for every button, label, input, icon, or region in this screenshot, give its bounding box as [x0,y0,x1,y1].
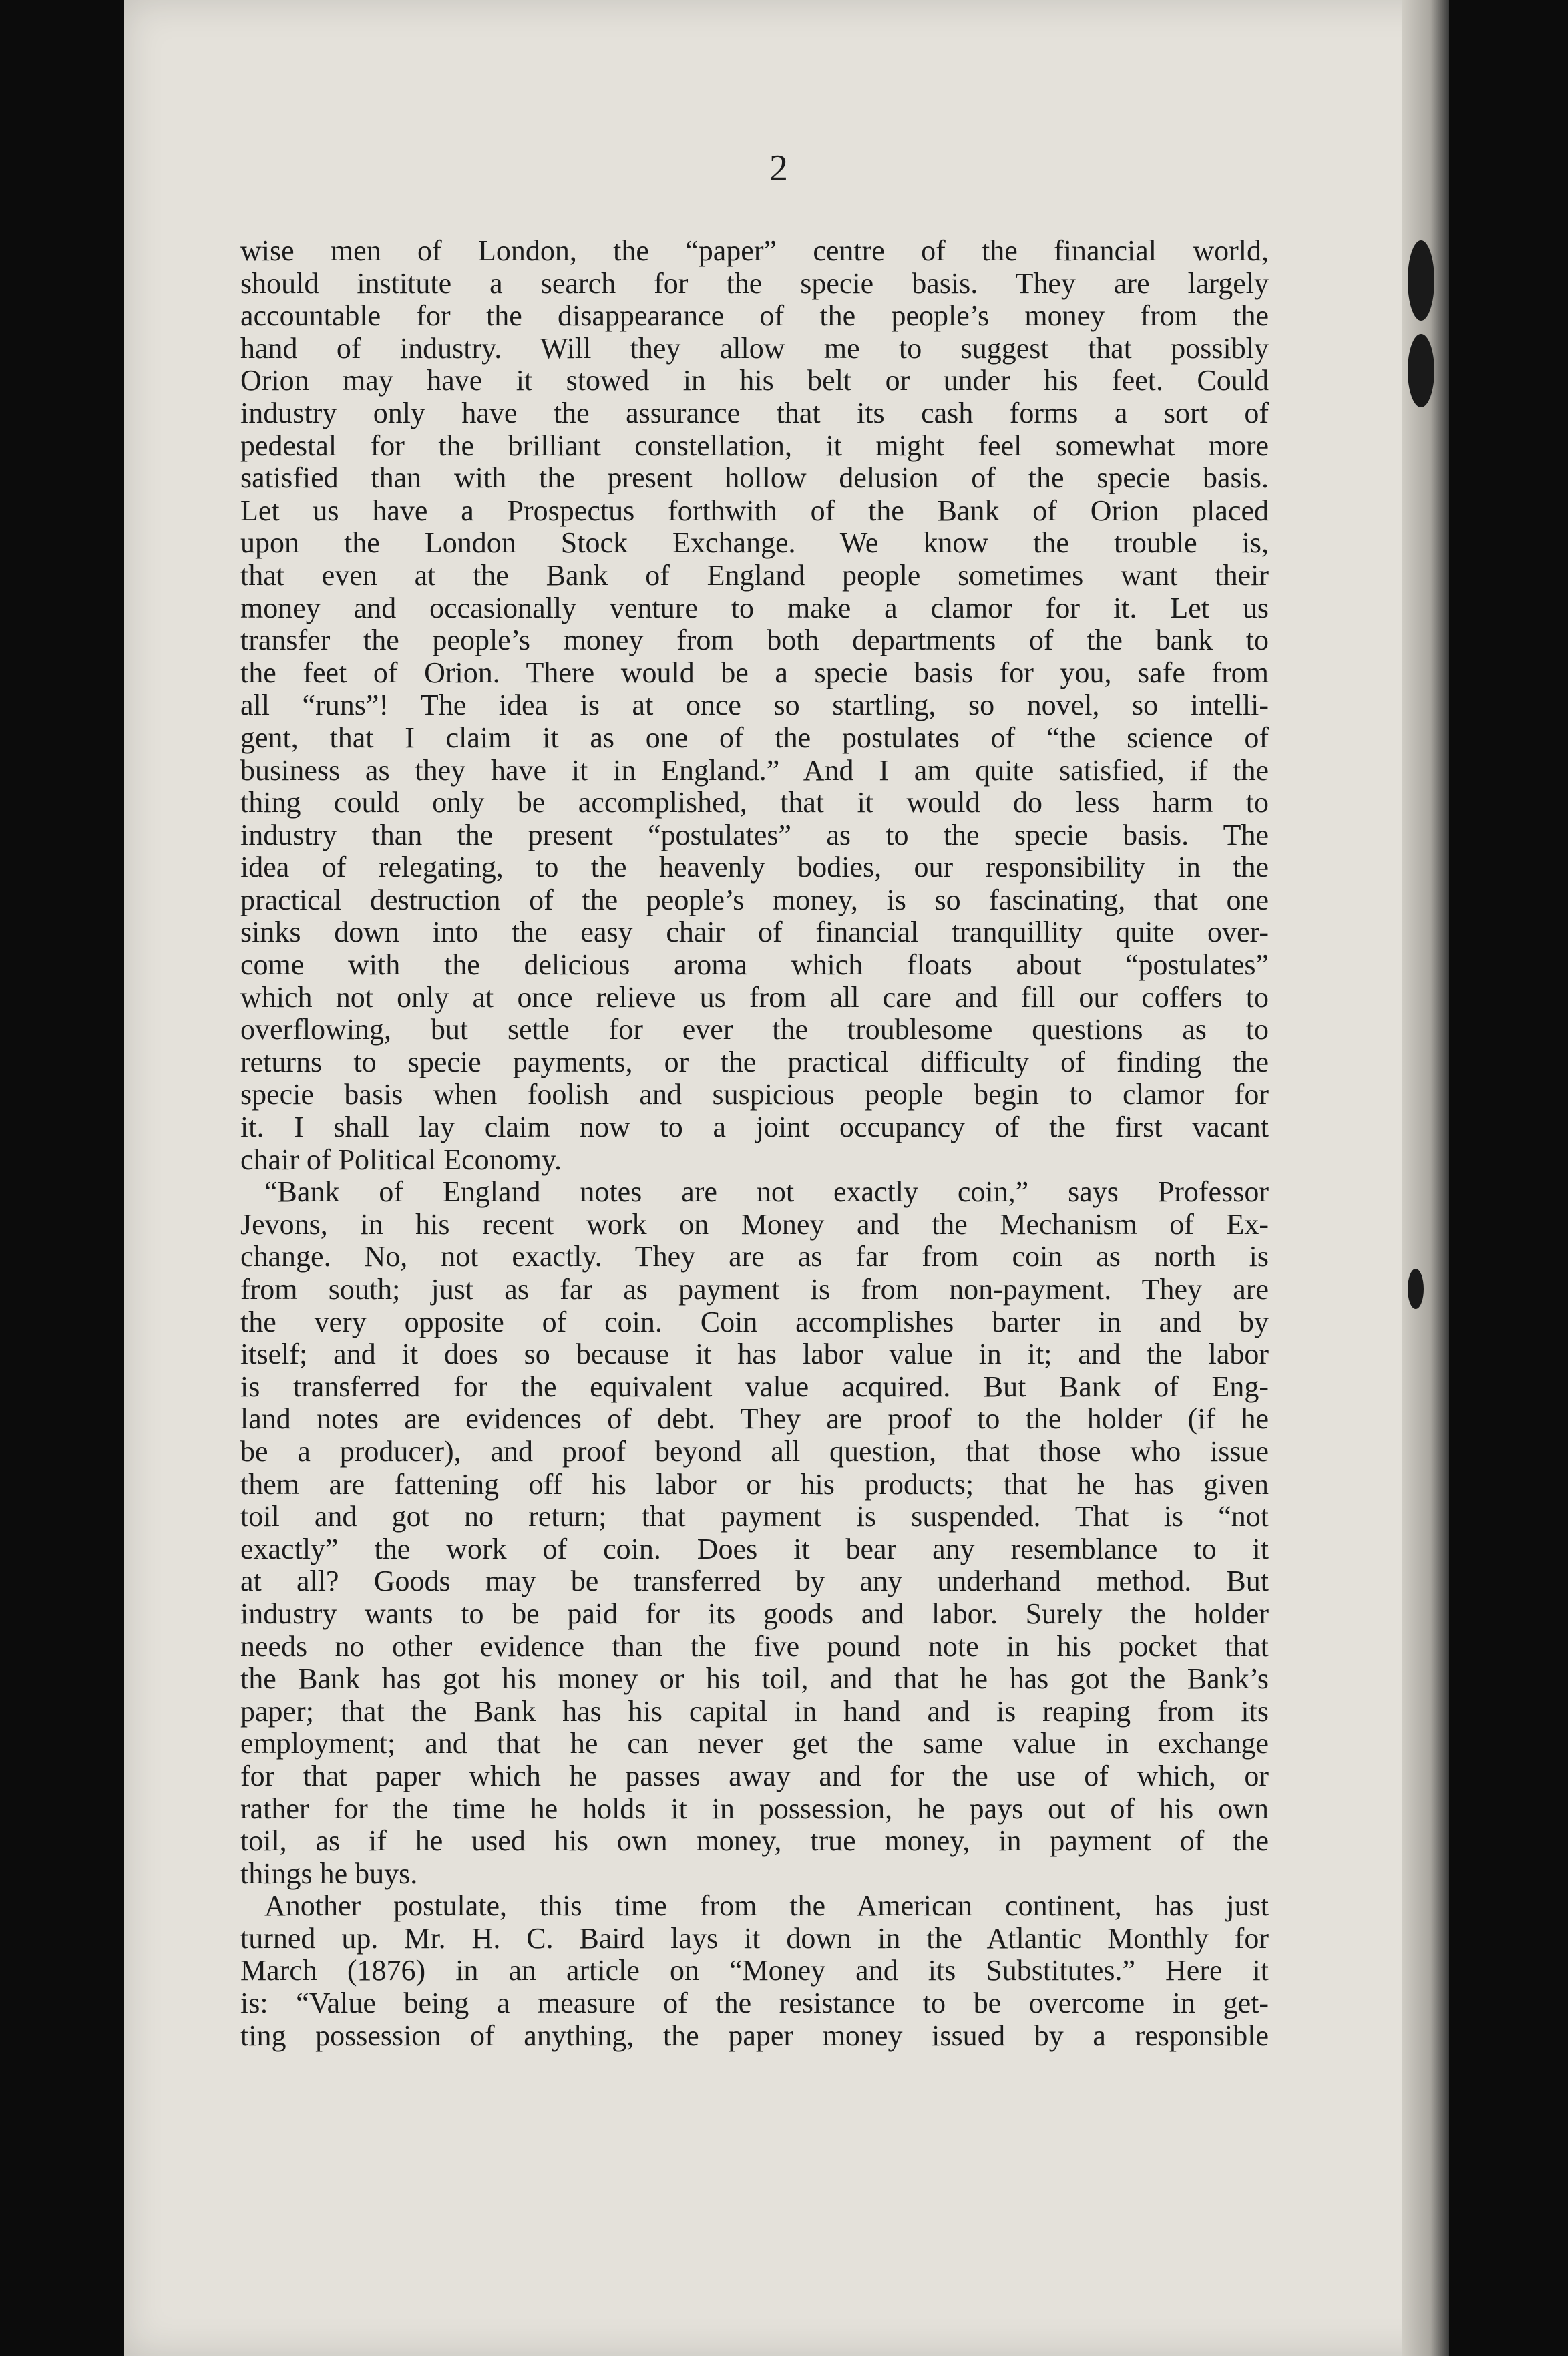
text-line: returns to specie payments, or the practical difficulty of finding the [240,1045,1269,1078]
text-line: pedestal for the brilliant constellation, it might feel somewhat more [240,429,1269,462]
binding-stitch-mark [1408,334,1434,407]
text-line: practical destruction of the people’s money, is so fascinating, that one [240,883,1269,916]
text-line: overflowing, but settle for ever the troublesome questions as to [240,1013,1269,1046]
text-line: come with the delicious aroma which floats about “postulates” [240,948,1269,982]
text-line: March (1876) in an article on “Money and its Substitutes.” Here it [240,1954,1269,1987]
text-line: things he buys. [240,1856,418,1890]
page-number: 2 [769,148,788,189]
text-line: them are fattening off his labor or his products; that he has given [240,1467,1269,1501]
text-line: Let us have a Prospectus forthwith of the Bank of Orion placed [240,494,1269,527]
text-line: change. No, not exactly. They are as far from coin as north is [240,1240,1269,1273]
text-line: paper; that the Bank has his capital in hand and is reaping from its [240,1694,1269,1728]
text-line: should institute a search for the specie basis. They are largely [240,266,1269,300]
text-line: thing could only be accomplished, that it would do less harm to [240,786,1269,819]
text-line: is transferred for the equivalent value acquired. But Bank of Eng- [240,1370,1269,1403]
text-line: land notes are evidences of debt. They are proof to the holder (if he [240,1402,1269,1436]
text-line: accountable for the disappearance of the people’s money from the [240,299,1269,333]
text-line: industry wants to be paid for its goods and labor. Surely the holder [240,1597,1269,1630]
text-line: is: “Value being a measure of the resistance to be overcome in get- [240,1987,1269,2020]
text-line: toil and got no return; that payment is suspended. That is “not [240,1500,1269,1533]
text-line: chair of Political Economy. [240,1143,562,1176]
text-line: for that paper which he passes away and for the use of which, or [240,1759,1269,1792]
text-line: hand of industry. Will they allow me to suggest that possibly [240,331,1269,365]
text-line: ting possession of anything, the paper money issued by a responsible [240,2019,1269,2052]
text-line: that even at the Bank of England people sometimes want their [240,558,1269,592]
text-line: it. I shall lay claim now to a joint occupancy of the first vacant [240,1111,1269,1144]
text-line: specie basis when foolish and suspicious people begin to clamor for [240,1078,1269,1111]
text-line: idea of relegating, to the heavenly bodies, our responsibility in the [240,851,1269,884]
text-line: business as they have it in England.” And I am quite satisfied, if the [240,753,1269,787]
text-line: at all? Goods may be transferred by any underhand method. But [240,1565,1269,1598]
text-line: from south; just as far as payment is from non-payment. They are [240,1273,1269,1306]
text-line: which not only at once relieve us from all care and fill our coffers to [240,980,1269,1014]
binding-stitch-mark [1408,240,1434,321]
text-line: all “runs”! The idea is at once so startling, so novel, so intelli- [240,689,1269,722]
body-text [240,235,1269,2052]
text-line: satisfied than with the present hollow delusion of the specie basis. [240,461,1269,495]
text-line: exactly” the work of coin. Does it bear any resemblance to it [240,1532,1269,1565]
text-line: toil, as if he used his own money, true money, in payment of the [240,1824,1269,1858]
text-line: the Bank has got his money or his toil, and that he has got the Bank’s [240,1662,1269,1696]
text-line: Another postulate, this time from the American continent, has just [264,1889,1269,1923]
text-line: itself; and it does so because it has labor value in it; and the labor [240,1338,1269,1371]
text-line: employment; and that he can never get the same value in exchange [240,1727,1269,1760]
text-line: the feet of Orion. There would be a specie basis for you, safe from [240,656,1269,689]
text-line: be a producer), and proof beyond all question, that those who issue [240,1434,1269,1468]
text-line: needs no other evidence than the five pound note in his pocket that [240,1629,1269,1663]
text-line: wise men of London, the “paper” centre of the financial world, [240,234,1269,267]
text-line: Orion may have it stowed in his belt or under his feet. Could [240,364,1269,397]
text-line: “Bank of England notes are not exactly coin,” says Professor [264,1175,1269,1209]
text-line: industry than the present “postulates” as to the specie basis. The [240,818,1269,851]
text-line: the very opposite of coin. Coin accomplishes barter in and by [240,1305,1269,1338]
text-line: Jevons, in his recent work on Money and the Mechanism of Ex- [240,1207,1269,1241]
text-line: gent, that I claim it as one of the postulates of “the science of [240,721,1269,754]
text-line: rather for the time he holds it in possession, he pays out of his own [240,1792,1269,1825]
text-line: transfer the people’s money from both departments of the bank to [240,624,1269,657]
text-line: upon the London Stock Exchange. We know the trouble is, [240,526,1269,560]
binding-stitch-mark [1408,1269,1424,1309]
text-line: industry only have the assurance that its cash forms a sort of [240,396,1269,429]
text-line: turned up. Mr. H. C. Baird lays it down in the Atlantic Monthly for [240,1921,1269,1955]
book-spine [1449,0,1568,2356]
text-line: money and occasionally venture to make a clamor for it. Let us [240,591,1269,624]
text-line: sinks down into the easy chair of financial tranquillity quite over- [240,916,1269,949]
